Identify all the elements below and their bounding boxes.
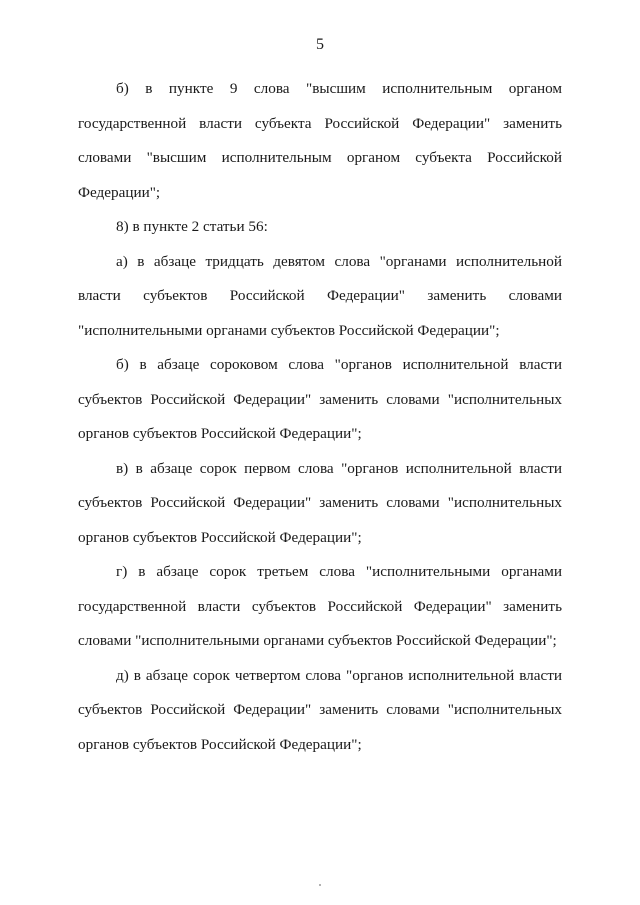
paragraph-item-g-43rd-abzac: г) в абзаце сорок третьем слова "исполнительными органами государственной власти субъектов Российской Федерации" заменить словами "исполнительными органами субъектов Российской Федерации"; bbox=[78, 563, 562, 649]
paragraph-item-b-point-9: б) в пункте 9 слова "высшим исполнительным органом государственной власти субъекта Российской Федерации" заменить словами "высшим исполнительным органом субъекта Российской Федерации"; bbox=[78, 80, 562, 201]
scan-dot-mark bbox=[319, 884, 321, 886]
paragraph-item-d-44th-abzac: д) в абзаце сорок четвертом слова "органов исполнительной власти субъектов Российской Федерации" заменить словами "исполнительных органов субъектов Российской Федерации"; bbox=[78, 666, 562, 753]
paragraph-item-a-39th-abzac: а) в абзаце тридцать девятом слова "органами исполнительной власти субъектов Российской Федерации" заменить словами "исполнительными органами субъектов Российской Федерации"; bbox=[78, 252, 562, 339]
paragraph-item-b-40th-abzac: б) в абзаце сороковом слова "органов исполнительной власти субъектов Российской Федерации" заменить словами "исполнительных органов субъектов Российской Федерации"; bbox=[78, 356, 562, 442]
paragraph-item-v-41st-abzac: в) в абзаце сорок первом слова "органов исполнительной власти субъектов Российской Федерации" заменить словами "исполнительных органов субъектов Российской Федерации"; bbox=[78, 459, 562, 546]
document-body bbox=[78, 72, 562, 762]
page-number: 5 bbox=[316, 36, 324, 53]
paragraph-point-8-article-56: 8) в пункте 2 статьи 56: bbox=[116, 218, 268, 235]
